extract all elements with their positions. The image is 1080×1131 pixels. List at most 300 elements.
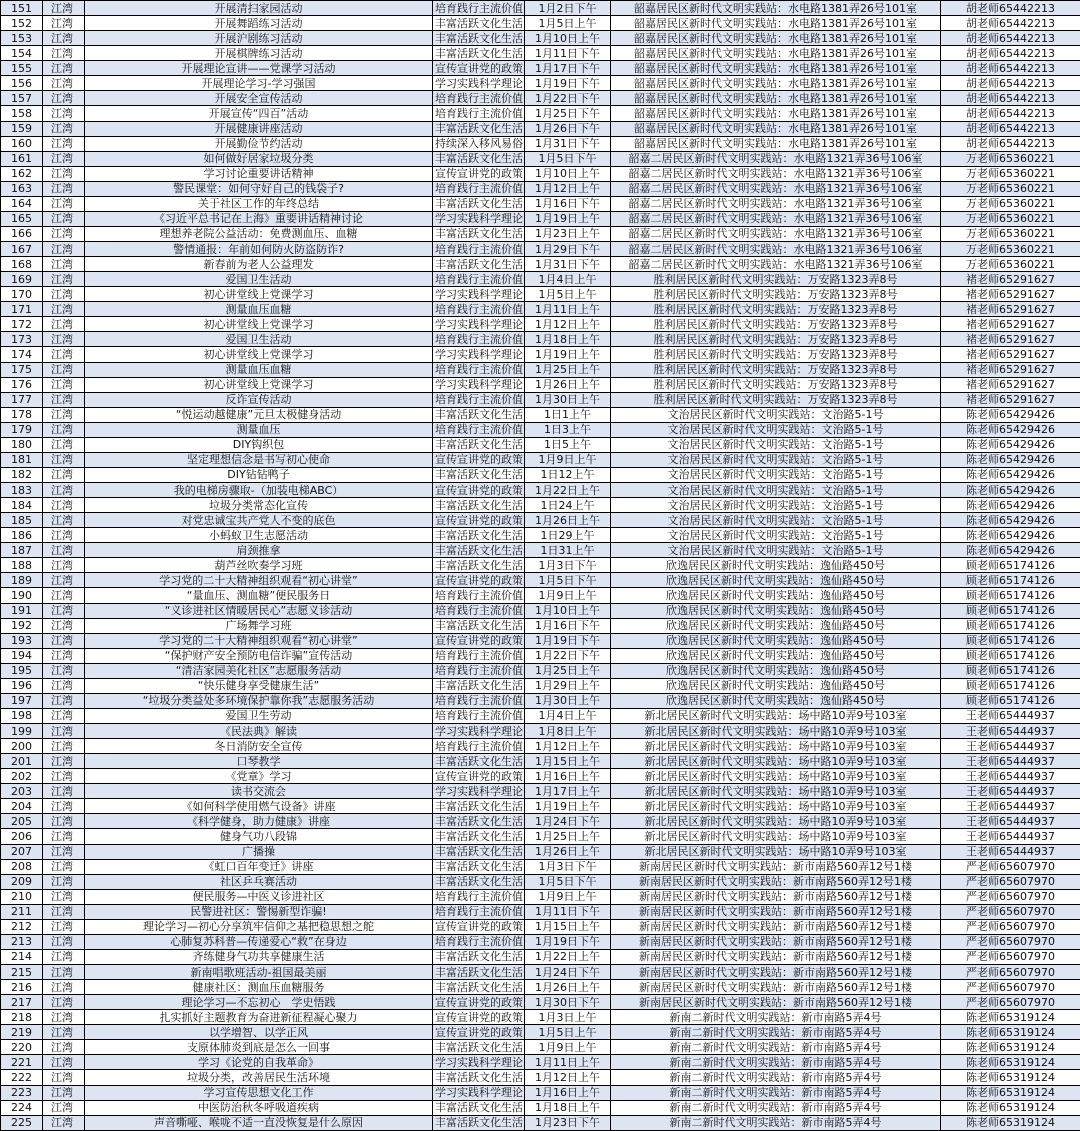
category-cell: 培育践行主流价值	[433, 648, 525, 663]
row-number-cell: 203	[1, 784, 43, 799]
activity-title-cell: 我的电梯房骤取-（加装电梯ABC）	[85, 483, 433, 498]
date-cell: 1月19日上午	[525, 211, 611, 226]
category-cell: 宣传宣讲党的政策	[433, 1025, 525, 1040]
street-cell: 江湾	[43, 814, 85, 829]
date-cell: 1月9日上午	[525, 1040, 611, 1055]
street-cell: 江湾	[43, 678, 85, 693]
date-cell: 1月5日上午	[525, 16, 611, 31]
location-cell: 韶嘉居民区新时代文明实践站：水电路1381弄26号101室	[611, 76, 941, 91]
contact-cell: 顾老师65174126	[941, 588, 1080, 603]
activity-title-cell: 便民服务—中医义诊进社区	[85, 889, 433, 904]
contact-cell: 陈老师65429426	[941, 498, 1080, 513]
table-row	[1, 889, 1080, 904]
location-cell: 文治居民区新时代文明实践站：文治路5-1号	[611, 483, 941, 498]
street-cell: 江湾	[43, 558, 85, 573]
contact-cell: 陈老师65319124	[941, 1040, 1080, 1055]
street-cell: 江湾	[43, 513, 85, 528]
activity-title-cell: “快乐健身享受健康生活”	[85, 678, 433, 693]
row-number-cell: 181	[1, 452, 43, 467]
contact-cell: 胡老师65442213	[941, 136, 1080, 151]
contact-cell: 陈老师65429426	[941, 422, 1080, 437]
location-cell: 韶嘉二居民区新时代文明实践站：水电路1321弄36号106室	[611, 242, 941, 257]
row-number-cell: 215	[1, 965, 43, 980]
table-row	[1, 1025, 1080, 1040]
contact-cell: 王老师65444937	[941, 754, 1080, 769]
activity-title-cell: 测量血压	[85, 422, 433, 437]
activity-title-cell: 小蚂蚁卫生志愿活动	[85, 528, 433, 543]
contact-cell: 陈老师65429426	[941, 452, 1080, 467]
table-row	[1, 151, 1080, 166]
table-row	[1, 995, 1080, 1010]
date-cell: 1月16日上午	[525, 1085, 611, 1100]
street-cell: 江湾	[43, 151, 85, 166]
street-cell: 江湾	[43, 965, 85, 980]
location-cell: 新南居民区新时代文明实践站：新市南路560弄12号1楼	[611, 980, 941, 995]
contact-cell: 严老师65607970	[941, 889, 1080, 904]
street-cell: 江湾	[43, 904, 85, 919]
activity-title-cell: 广播操	[85, 844, 433, 859]
date-cell: 1月16日上午	[525, 769, 611, 784]
category-cell: 学习实践科学理论	[433, 347, 525, 362]
location-cell: 欣逸居民区新时代文明实践站：逸仙路450号	[611, 678, 941, 693]
category-cell: 丰富活跃文化生活	[433, 814, 525, 829]
location-cell: 新北居民区新时代文明实践站：场中路10弄9号103室	[611, 784, 941, 799]
location-cell: 新南居民区新时代文明实践站：新市南路560弄12号1楼	[611, 889, 941, 904]
category-cell: 宣传宣讲党的政策	[433, 452, 525, 467]
category-cell: 学习实践科学理论	[433, 724, 525, 739]
contact-cell: 胡老师65442213	[941, 1, 1080, 16]
street-cell: 江湾	[43, 61, 85, 76]
activity-title-cell: 理论学习—不忘初心 学史悟践	[85, 995, 433, 1010]
category-cell: 宣传宣讲党的政策	[433, 633, 525, 648]
street-cell: 江湾	[43, 467, 85, 482]
category-cell: 培育践行主流价值	[433, 708, 525, 723]
category-cell: 宣传宣讲党的政策	[433, 769, 525, 784]
contact-cell: 万老师65360221	[941, 151, 1080, 166]
street-cell: 江湾	[43, 181, 85, 196]
contact-cell: 陈老师65319124	[941, 1100, 1080, 1115]
street-cell: 江湾	[43, 874, 85, 889]
category-cell: 丰富活跃文化生活	[433, 949, 525, 964]
street-cell: 江湾	[43, 648, 85, 663]
row-number-cell: 193	[1, 633, 43, 648]
row-number-cell: 201	[1, 754, 43, 769]
table-row	[1, 317, 1080, 332]
table-row	[1, 754, 1080, 769]
location-cell: 胜利居民区新时代文明实践站：万安路1323弄8号	[611, 302, 941, 317]
category-cell: 培育践行主流价值	[433, 332, 525, 347]
table-row	[1, 1, 1080, 16]
street-cell: 江湾	[43, 242, 85, 257]
activity-title-cell: DIY钻钻鸭子	[85, 467, 433, 482]
contact-cell: 褚老师65291627	[941, 317, 1080, 332]
location-cell: 韶嘉二居民区新时代文明实践站：水电路1321弄36号106室	[611, 211, 941, 226]
row-number-cell: 178	[1, 407, 43, 422]
activity-title-cell: 开展舞蹈练习活动	[85, 16, 433, 31]
table-row	[1, 663, 1080, 678]
row-number-cell: 179	[1, 422, 43, 437]
row-number-cell: 172	[1, 317, 43, 332]
location-cell: 欣逸居民区新时代文明实践站：逸仙路450号	[611, 663, 941, 678]
activity-title-cell: 社区乒乓赛活动	[85, 874, 433, 889]
activity-title-cell: 爱国卫生活动	[85, 332, 433, 347]
category-cell: 学习实践科学理论	[433, 1085, 525, 1100]
row-number-cell: 154	[1, 46, 43, 61]
category-cell: 培育践行主流价值	[433, 181, 525, 196]
category-cell: 学习实践科学理论	[433, 76, 525, 91]
location-cell: 欣逸居民区新时代文明实践站：逸仙路450号	[611, 573, 941, 588]
contact-cell: 王老师65444937	[941, 769, 1080, 784]
category-cell: 培育践行主流价值	[433, 588, 525, 603]
activity-title-cell: 新南唱歌班活动-祖国最美丽	[85, 965, 433, 980]
date-cell: 1月9日上午	[525, 588, 611, 603]
location-cell: 新南二新时代文明实践站：新市南路5弄4号	[611, 1025, 941, 1040]
row-number-cell: 153	[1, 31, 43, 46]
location-cell: 新南居民区新时代文明实践站：新市南路560弄12号1楼	[611, 904, 941, 919]
street-cell: 江湾	[43, 302, 85, 317]
activity-title-cell: 坚定理想信念是书写初心使命	[85, 452, 433, 467]
date-cell: 1月17日上午	[525, 784, 611, 799]
row-number-cell: 157	[1, 91, 43, 106]
street-cell: 江湾	[43, 603, 85, 618]
row-number-cell: 209	[1, 874, 43, 889]
table-row	[1, 678, 1080, 693]
contact-cell: 顾老师65174126	[941, 663, 1080, 678]
location-cell: 胜利居民区新时代文明实践站：万安路1323弄8号	[611, 332, 941, 347]
street-cell: 江湾	[43, 226, 85, 241]
row-number-cell: 190	[1, 588, 43, 603]
table-row	[1, 211, 1080, 226]
date-cell: 1月3日下午	[525, 558, 611, 573]
activity-title-cell: 口琴教学	[85, 754, 433, 769]
street-cell: 江湾	[43, 739, 85, 754]
table-row	[1, 769, 1080, 784]
category-cell: 丰富活跃文化生活	[433, 618, 525, 633]
activity-title-cell: “清洁家园美化社区”志愿服务活动	[85, 663, 433, 678]
table-row	[1, 407, 1080, 422]
street-cell: 江湾	[43, 708, 85, 723]
activity-title-cell: 新春前为老人公益理发	[85, 257, 433, 272]
table-row	[1, 106, 1080, 121]
date-cell: 1月11日下午	[525, 46, 611, 61]
date-cell: 1月19日上午	[525, 347, 611, 362]
street-cell: 江湾	[43, 769, 85, 784]
table-row	[1, 633, 1080, 648]
contact-cell: 顾老师65174126	[941, 603, 1080, 618]
location-cell: 新南二新时代文明实践站：新市南路5弄4号	[611, 1070, 941, 1085]
street-cell: 江湾	[43, 1025, 85, 1040]
street-cell: 江湾	[43, 528, 85, 543]
location-cell: 文治居民区新时代文明实践站：文治路5-1号	[611, 528, 941, 543]
street-cell: 江湾	[43, 422, 85, 437]
contact-cell: 顾老师65174126	[941, 693, 1080, 708]
category-cell: 丰富活跃文化生活	[433, 1115, 525, 1130]
row-number-cell: 173	[1, 332, 43, 347]
date-cell: 1月8日上午	[525, 724, 611, 739]
location-cell: 文治居民区新时代文明实践站：文治路5-1号	[611, 513, 941, 528]
category-cell: 丰富活跃文化生活	[433, 257, 525, 272]
activity-title-cell: 测量血压血糖	[85, 302, 433, 317]
category-cell: 培育践行主流价值	[433, 1, 525, 16]
category-cell: 丰富活跃文化生活	[433, 151, 525, 166]
street-cell: 江湾	[43, 377, 85, 392]
contact-cell: 严老师65607970	[941, 859, 1080, 874]
location-cell: 韶嘉居民区新时代文明实践站：水电路1381弄26号101室	[611, 136, 941, 151]
street-cell: 江湾	[43, 1010, 85, 1025]
category-cell: 丰富活跃文化生活	[433, 965, 525, 980]
date-cell: 1月11日下午	[525, 904, 611, 919]
location-cell: 胜利居民区新时代文明实践站：万安路1323弄8号	[611, 392, 941, 407]
activity-title-cell: 《民法典》解读	[85, 724, 433, 739]
row-number-cell: 170	[1, 287, 43, 302]
contact-cell: 万老师65360221	[941, 196, 1080, 211]
date-cell: 1月26日上午	[525, 377, 611, 392]
activity-title-cell: 扎实抓好主题教育为奋进新征程凝心聚力	[85, 1010, 433, 1025]
category-cell: 丰富活跃文化生活	[433, 437, 525, 452]
activity-title-cell: 葫芦丝吹奏学习班	[85, 558, 433, 573]
row-number-cell: 207	[1, 844, 43, 859]
street-cell: 江湾	[43, 257, 85, 272]
contact-cell: 陈老师65319124	[941, 1055, 1080, 1070]
category-cell: 培育践行主流价值	[433, 739, 525, 754]
category-cell: 丰富活跃文化生活	[433, 16, 525, 31]
category-cell: 丰富活跃文化生活	[433, 799, 525, 814]
street-cell: 江湾	[43, 196, 85, 211]
activity-title-cell: “垃圾分类益处多环境保护靠你我”志愿服务活动	[85, 693, 433, 708]
contact-cell: 顾老师65174126	[941, 678, 1080, 693]
activity-title-cell: 开展棋牌练习活动	[85, 46, 433, 61]
table-row	[1, 287, 1080, 302]
location-cell: 新北居民区新时代文明实践站：场中路10弄9号103室	[611, 799, 941, 814]
table-row	[1, 31, 1080, 46]
row-number-cell: 194	[1, 648, 43, 663]
location-cell: 新南居民区新时代文明实践站：新市南路560弄12号1楼	[611, 859, 941, 874]
table-row	[1, 1100, 1080, 1115]
location-cell: 胜利居民区新时代文明实践站：万安路1323弄8号	[611, 287, 941, 302]
date-cell: 1月22日上午	[525, 949, 611, 964]
date-cell: 1月19日上午	[525, 799, 611, 814]
table-row	[1, 965, 1080, 980]
category-cell: 丰富活跃文化生活	[433, 467, 525, 482]
date-cell: 1月25日上午	[525, 829, 611, 844]
activity-title-cell: “量血压、测血糖”便民服务日	[85, 588, 433, 603]
date-cell: 1月18日上午	[525, 1100, 611, 1115]
category-cell: 培育践行主流价值	[433, 242, 525, 257]
street-cell: 江湾	[43, 618, 85, 633]
activity-title-cell: 声音嘶哑、喉咙不适一直没恢复是什么原因	[85, 1115, 433, 1130]
row-number-cell: 195	[1, 663, 43, 678]
date-cell: 1月25日下午	[525, 106, 611, 121]
contact-cell: 严老师65607970	[941, 874, 1080, 889]
row-number-cell: 180	[1, 437, 43, 452]
category-cell: 持续深入移风易俗	[433, 136, 525, 151]
street-cell: 江湾	[43, 754, 85, 769]
date-cell: 1月30日上午	[525, 392, 611, 407]
category-cell: 丰富活跃文化生活	[433, 528, 525, 543]
category-cell: 丰富活跃文化生活	[433, 407, 525, 422]
table-body	[1, 1, 1080, 1131]
location-cell: 韶嘉居民区新时代文明实践站：水电路1381弄26号101室	[611, 121, 941, 136]
table-row	[1, 136, 1080, 151]
row-number-cell: 183	[1, 483, 43, 498]
table-row	[1, 422, 1080, 437]
row-number-cell: 221	[1, 1055, 43, 1070]
contact-cell: 陈老师65429426	[941, 437, 1080, 452]
category-cell: 培育践行主流价值	[433, 362, 525, 377]
date-cell: 1月15日上午	[525, 919, 611, 934]
table-row	[1, 874, 1080, 889]
location-cell: 文治居民区新时代文明实践站：文治路5-1号	[611, 452, 941, 467]
table-row	[1, 919, 1080, 934]
activity-title-cell: 学习宣传思想文化工作	[85, 1085, 433, 1100]
location-cell: 韶嘉二居民区新时代文明实践站：水电路1321弄36号106室	[611, 226, 941, 241]
activity-title-cell: 开展沪剧练习活动	[85, 31, 433, 46]
date-cell: 1月15日上午	[525, 754, 611, 769]
street-cell: 江湾	[43, 211, 85, 226]
location-cell: 文治居民区新时代文明实践站：文治路5-1号	[611, 498, 941, 513]
table-row	[1, 76, 1080, 91]
location-cell: 新北居民区新时代文明实践站：场中路10弄9号103室	[611, 769, 941, 784]
row-number-cell: 212	[1, 919, 43, 934]
date-cell: 1月10日上午	[525, 603, 611, 618]
street-cell: 江湾	[43, 859, 85, 874]
street-cell: 江湾	[43, 588, 85, 603]
contact-cell: 褚老师65291627	[941, 272, 1080, 287]
date-cell: 1月30日上午	[525, 693, 611, 708]
table-row	[1, 949, 1080, 964]
contact-cell: 褚老师65291627	[941, 362, 1080, 377]
category-cell: 培育践行主流价值	[433, 272, 525, 287]
activity-title-cell: 爱国卫生活动	[85, 272, 433, 287]
row-number-cell: 222	[1, 1070, 43, 1085]
activity-title-cell: 开展理论学习-学习强国	[85, 76, 433, 91]
location-cell: 韶嘉居民区新时代文明实践站：水电路1381弄26号101室	[611, 31, 941, 46]
category-cell: 学习实践科学理论	[433, 784, 525, 799]
table-row	[1, 257, 1080, 272]
row-number-cell: 182	[1, 467, 43, 482]
category-cell: 丰富活跃文化生活	[433, 558, 525, 573]
row-number-cell: 216	[1, 980, 43, 995]
category-cell: 培育践行主流价值	[433, 693, 525, 708]
row-number-cell: 189	[1, 573, 43, 588]
date-cell: 1月5日下午	[525, 573, 611, 588]
location-cell: 胜利居民区新时代文明实践站：万安路1323弄8号	[611, 272, 941, 287]
category-cell: 培育践行主流价值	[433, 889, 525, 904]
contact-cell: 顾老师65174126	[941, 618, 1080, 633]
date-cell: 1日12上午	[525, 467, 611, 482]
category-cell: 丰富活跃文化生活	[433, 1040, 525, 1055]
row-number-cell: 224	[1, 1100, 43, 1115]
category-cell: 培育践行主流价值	[433, 302, 525, 317]
table-row	[1, 904, 1080, 919]
street-cell: 江湾	[43, 452, 85, 467]
category-cell: 培育践行主流价值	[433, 603, 525, 618]
date-cell: 1日24上午	[525, 498, 611, 513]
category-cell: 丰富活跃文化生活	[433, 874, 525, 889]
contact-cell: 王老师65444937	[941, 739, 1080, 754]
contact-cell: 陈老师65429426	[941, 543, 1080, 558]
date-cell: 1月19日下午	[525, 934, 611, 949]
activity-title-cell: DIY钩织包	[85, 437, 433, 452]
table-row	[1, 166, 1080, 181]
location-cell: 韶嘉二居民区新时代文明实践站：水电路1321弄36号106室	[611, 181, 941, 196]
row-number-cell: 219	[1, 1025, 43, 1040]
date-cell: 1月12日上午	[525, 317, 611, 332]
activity-title-cell: 学习讨论重要讲话精神	[85, 166, 433, 181]
street-cell: 江湾	[43, 1070, 85, 1085]
category-cell: 宣传宣讲党的政策	[433, 573, 525, 588]
date-cell: 1月23日上午	[525, 226, 611, 241]
contact-cell: 胡老师65442213	[941, 16, 1080, 31]
activity-title-cell: 《如何科学使用燃气设备》讲座	[85, 799, 433, 814]
contact-cell: 胡老师65442213	[941, 91, 1080, 106]
location-cell: 新北居民区新时代文明实践站：场中路10弄9号103室	[611, 844, 941, 859]
row-number-cell: 223	[1, 1085, 43, 1100]
contact-cell: 陈老师65429426	[941, 467, 1080, 482]
category-cell: 宣传宣讲党的政策	[433, 513, 525, 528]
street-cell: 江湾	[43, 347, 85, 362]
row-number-cell: 169	[1, 272, 43, 287]
contact-cell: 王老师65444937	[941, 724, 1080, 739]
date-cell: 1月12日上午	[525, 1070, 611, 1085]
activity-title-cell: 爱国卫生劳动	[85, 708, 433, 723]
location-cell: 新南居民区新时代文明实践站：新市南路560弄12号1楼	[611, 995, 941, 1010]
street-cell: 江湾	[43, 919, 85, 934]
location-cell: 欣逸居民区新时代文明实践站：逸仙路450号	[611, 603, 941, 618]
activity-title-cell: 支原体肺炎到底是怎么一回事	[85, 1040, 433, 1055]
location-cell: 新北居民区新时代文明实践站：场中路10弄9号103室	[611, 739, 941, 754]
location-cell: 韶嘉居民区新时代文明实践站：水电路1381弄26号101室	[611, 46, 941, 61]
row-number-cell: 156	[1, 76, 43, 91]
contact-cell: 陈老师65319124	[941, 1010, 1080, 1025]
street-cell: 江湾	[43, 934, 85, 949]
location-cell: 新北居民区新时代文明实践站：场中路10弄9号103室	[611, 829, 941, 844]
category-cell: 丰富活跃文化生活	[433, 1070, 525, 1085]
table-row	[1, 452, 1080, 467]
street-cell: 江湾	[43, 1115, 85, 1130]
activity-title-cell: “保护财产安全预防电信诈骗”宣传活动	[85, 648, 433, 663]
table-row	[1, 498, 1080, 513]
contact-cell: 陈老师65319124	[941, 1115, 1080, 1130]
contact-cell: 顾老师65174126	[941, 633, 1080, 648]
activity-title-cell: 警民课堂：如何守好自己的钱袋子?	[85, 181, 433, 196]
row-number-cell: 225	[1, 1115, 43, 1130]
location-cell: 韶嘉二居民区新时代文明实践站：水电路1321弄36号106室	[611, 196, 941, 211]
location-cell: 欣逸居民区新时代文明实践站：逸仙路450号	[611, 588, 941, 603]
row-number-cell: 191	[1, 603, 43, 618]
street-cell: 江湾	[43, 121, 85, 136]
table-row	[1, 739, 1080, 754]
street-cell: 江湾	[43, 272, 85, 287]
activity-title-cell: 冬日消防安全宣传	[85, 739, 433, 754]
category-cell: 丰富活跃文化生活	[433, 859, 525, 874]
location-cell: 新南二新时代文明实践站：新市南路5弄4号	[611, 1010, 941, 1025]
date-cell: 1月18日上午	[525, 332, 611, 347]
category-cell: 宣传宣讲党的政策	[433, 995, 525, 1010]
activity-title-cell: 如何做好居家垃圾分类	[85, 151, 433, 166]
table-row	[1, 543, 1080, 558]
date-cell: 1月10日上午	[525, 31, 611, 46]
row-number-cell: 176	[1, 377, 43, 392]
row-number-cell: 202	[1, 769, 43, 784]
location-cell: 新南居民区新时代文明实践站：新市南路560弄12号1楼	[611, 919, 941, 934]
contact-cell: 王老师65444937	[941, 708, 1080, 723]
date-cell: 1月4日上午	[525, 708, 611, 723]
table-row	[1, 1055, 1080, 1070]
table-row	[1, 226, 1080, 241]
table-row	[1, 814, 1080, 829]
category-cell: 学习实践科学理论	[433, 1055, 525, 1070]
